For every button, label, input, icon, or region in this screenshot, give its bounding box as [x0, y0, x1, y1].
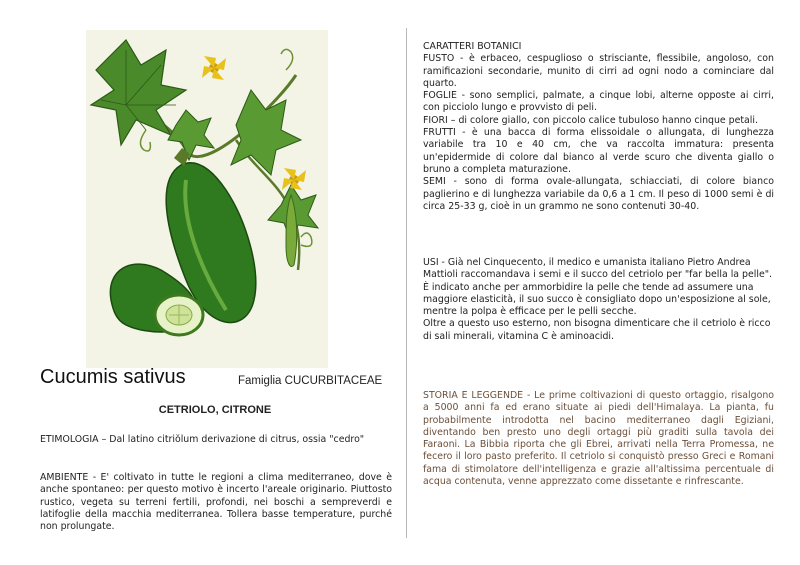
leaf: [168, 110, 214, 160]
usi-paragraph: USI - Già nel Cinquecento, il medico e umanista italiano Pietro Andrea Mattioli raccomandava i semi e il succo del cetriolo per "far bella la pelle".: [423, 257, 773, 281]
storia-text: - Le prime coltivazioni di questo ortaggio, risalgono a 5000 anni fa ed erano situate ai piedi dell'Himalaya. La pianta, fu probabilmente introdotta nel bacino mediterraneo dagli Egiziani, diventando ben presto uno degli ortaggi più graditi sulla tavola dei Faraoni. La Bibbia riporta che gli Ebrei, arrivati nella Terra Promessa, ne fecero il loro pasto preferito. Il cetriolo si conquistò presso Greci e Romani fama di stimolatore dell'intelligenza e grazie all'altissima percentuale di acqua contenuta, venne apprezzato come dissetante e rinfrescante.: [423, 390, 774, 488]
caratteri-botanici-section: [423, 41, 774, 213]
caratteri-item: FRUTTI - è una bacca di forma elissoidale o allungata, di lunghezza variabile tra 10 e 40 cm, che va raccolta immatura: presenta un'epidermide di colore dal bianco al verde scuro che diventa giallo o bruno a completa maturazione.: [423, 127, 774, 175]
column-divider: [406, 28, 407, 538]
flower: [202, 56, 226, 80]
storia-section: [423, 390, 774, 488]
usi-label: USI: [423, 257, 439, 268]
ambiente-paragraph: [40, 472, 392, 533]
storia-label: STORIA E LEGGENDE: [423, 390, 524, 401]
ambiente-text: - E' coltivato in tutte le regioni a clima mediterraneo, dove è anche spontaneo: per questo motivo è incerto l'areale originario. Piuttosto rustico, vegeta su terreni fertili, profondi, nei boschi a sempreverdi e latifoglie della macchia mediterranea. Tollera basse temperature, purché non prolungate.: [40, 472, 392, 533]
tendril: [301, 233, 312, 246]
caratteri-item: FUSTO - è erbaceo, cespuglioso o strisciante, flessibile, angoloso, con ramificazioni secondarie, munito di cirri ad ogni nodo a cominciare dal quarto.: [423, 53, 774, 89]
botanical-illustration: [86, 30, 328, 368]
common-names: CETRIOLO, CITRONE: [158, 404, 272, 416]
scientific-name: Cucumis sativus: [40, 366, 186, 388]
caratteri-item: FIORI – di colore giallo, con piccolo calice tubuloso hanno cinque petali.: [423, 114, 758, 126]
cucumber-plant-drawing: [86, 30, 328, 368]
usi-section: [423, 257, 774, 343]
usi-paragraph: È indicato anche per ammorbidire la pelle che tende ad assumere una maggiore elasticità, il suo succo è consigliato dopo un'esposizione al sole, mentre la polpa è efficace per le pelli secche.: [423, 281, 771, 318]
etimologia-text: – Dal latino citriŏlum derivazione di citrus, ossia "cedro": [98, 434, 365, 445]
family-name: Famiglia CUCURBITACEAE: [238, 375, 383, 387]
etimologia-paragraph: [40, 434, 392, 446]
usi-paragraph: Oltre a questo uso esterno, non bisogna dimenticare che il cetriolo è ricco di sali minerali, vitamina C è aminoacidi.: [423, 318, 771, 342]
tendril: [140, 130, 150, 151]
etimologia-label: ETIMOLOGIA: [40, 434, 99, 445]
leaf: [231, 90, 301, 175]
caratteri-heading: CARATTERI BOTANICI: [423, 41, 522, 52]
caratteri-item: FOGLIE - sono semplici, palmate, a cinque lobi, alterne opposte ai cirri, con picciolo lungo e provvisto di peli.: [423, 90, 774, 114]
leaf: [91, 40, 186, 145]
flower: [282, 168, 306, 190]
tendril: [281, 49, 293, 70]
ambiente-label: AMBIENTE: [40, 472, 89, 483]
caratteri-item: SEMI - sono di forma ovale-allungata, schiacciati, di colore bianco paglierino e di lunghezza variabile da 0,6 a 1 cm. Il peso di 1000 semi è di circa 25-33 g, cioè in un grammo ne sono contenuti 30-40.: [423, 176, 774, 212]
